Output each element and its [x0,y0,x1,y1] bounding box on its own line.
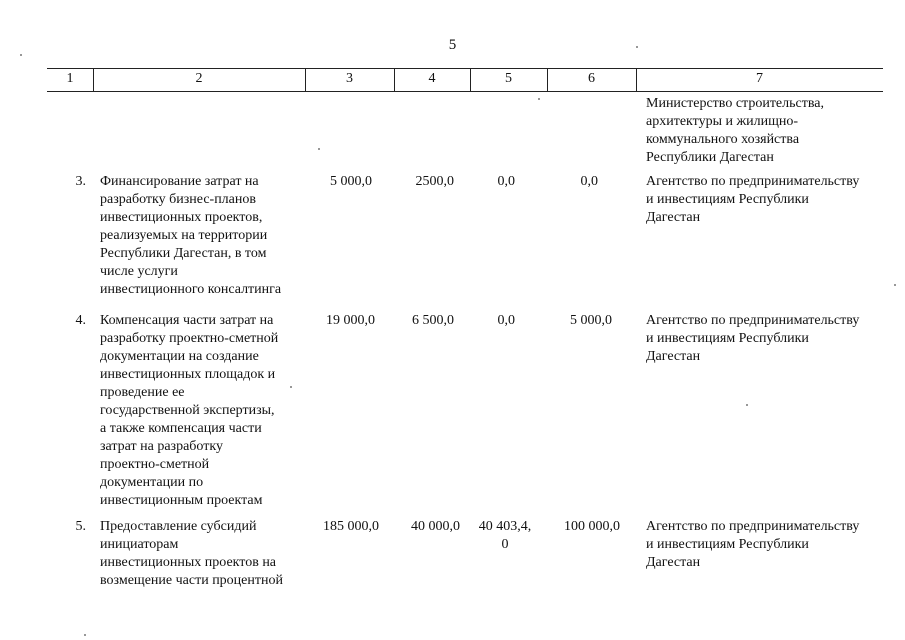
scan-speck [538,98,540,100]
row-number: 5. [75,519,86,534]
row-number: 4. [75,313,86,328]
scan-speck [318,148,320,150]
row-description: Компенсация части затрат на разработку проектно-сметной документации на создание инвестиционных площадок и проведение ее государственной экспертизы, а также компенсация части затрат на разработку проектно-сметной документации по инвестиционным проектам [100,313,279,508]
header-col-1: 1 [66,71,74,86]
row-description: Финансирование затрат на разработку бизнес-планов инвестиционных проектов, реализуемых на территории Республики Дагестан, в том числе услуги инвестиционного консалтинга [100,174,282,297]
row-responsible: Агентство по предпринимательству и инвестициям Республики Дагестан [646,519,860,570]
scan-speck [746,404,748,406]
row-col5-value: 0,0 [497,174,515,189]
header-col-3: 3 [346,71,353,86]
row-responsible: Агентство по предпринимательству и инвестициям Республики Дагестан [646,313,860,364]
header-col-5: 5 [505,71,512,86]
scan-speck [84,634,86,636]
table-header-row [47,68,883,92]
row-col5-value: 0,0 [497,313,515,328]
header-col-7: 7 [756,71,763,86]
row-col5-value: 40 403,4, 0 [478,519,532,552]
scan-speck [894,284,896,286]
row-col6-value: 0,0 [580,174,598,189]
row-col3-value: 19 000,0 [326,313,375,328]
row-col6-value: 5 000,0 [570,313,612,328]
scan-speck [290,386,292,388]
header-col-2: 2 [195,71,203,86]
page-number: 5 [448,37,457,53]
scan-speck [636,46,638,48]
row-col6-value: 100 000,0 [564,519,620,534]
row-number: 3. [75,174,86,189]
header-col-6: 6 [588,71,595,86]
continuation-responsible: Министерство строительства, архитектуры и жилищно- коммунального хозяйства Республики Дагестан [646,96,824,165]
row-col3-value: 5 000,0 [330,174,372,189]
scan-speck [20,54,22,56]
header-col-4: 4 [428,71,436,86]
row-col4-value: 2500,0 [415,174,454,189]
row-responsible: Агентство по предпринимательству и инвестициям Республики Дагестан [646,174,860,225]
row-col4-value: 40 000,0 [411,519,460,534]
row-col3-value: 185 000,0 [323,519,379,534]
row-col4-value: 6 500,0 [412,313,454,328]
row-description: Предоставление субсидий инициаторам инвестиционных проектов на возмещение части процентной [100,519,283,588]
